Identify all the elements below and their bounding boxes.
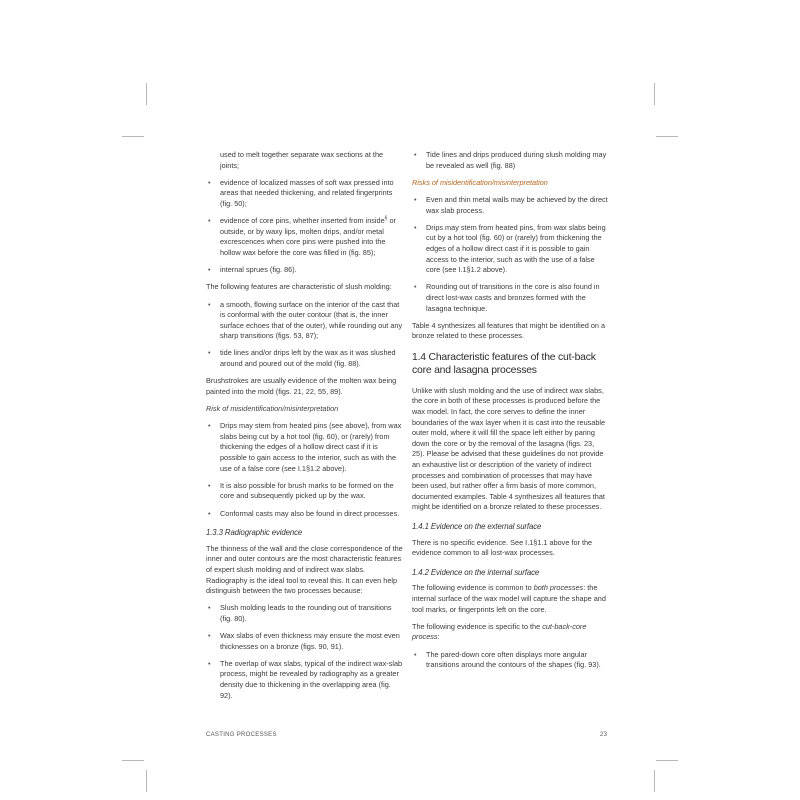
paragraph: Table 4 synthesizes all features that might be identified on a bronze related to these processes. xyxy=(412,320,606,341)
bullet-list xyxy=(412,195,608,314)
paragraph-text: The following evidence is specific to the xyxy=(412,621,543,631)
list-item-text: or outside, or by waxy lips, molten drips, and/or metal excrescences when core pins were pushed into the hollow wax before the core was filled in (fig. 85); xyxy=(220,216,396,257)
list-item xyxy=(206,216,404,258)
list-item: • The pared-down core often displays more angular transitions around the contours of the shapes (fig. 93). xyxy=(412,650,608,671)
paragraph: The following features are characteristic of slush molding: xyxy=(206,282,392,292)
list-item: • Drips may stem from heated pins, from wax slabs being cut by a hot tool (fig. 60) or (rarely) from thickening the edges of a hollow direct cast if it is possible to gain access to the interior, such as with the use of a false core (see I.1§1.2 above). xyxy=(412,223,608,276)
subsection-heading: 1.4.1 Evidence on the external surface xyxy=(412,522,542,531)
subsection-heading: 1.4.2 Evidence on the internal surface xyxy=(412,567,540,577)
running-footer: CASTING PROCESSES xyxy=(206,732,277,738)
bullet-list xyxy=(206,421,404,519)
crop-mark xyxy=(656,136,678,137)
list-item: • internal sprues (fig. 86). xyxy=(206,265,404,276)
list-item: • Rounding out of transitions in the core is also found in direct lost-wax casts and bronzes formed with the lasagna technique. xyxy=(412,282,608,314)
paragraph: The thinness of the wall and the close correspondence of the inner and outer contours are the most characteristic features of expert slush molding and of indirect wax slabs. Radiography is the ideal tool to reveal this. It can even help distinguish between the two processes because: xyxy=(206,543,403,596)
left-column xyxy=(206,150,404,708)
subsection-heading: 1.3.3 Radiographic evidence xyxy=(206,528,303,538)
paragraph xyxy=(412,583,608,615)
list-item-text: evidence of core pins, whether inserted from inside xyxy=(220,216,385,226)
footnote-ref[interactable]: 6 xyxy=(384,215,388,222)
paragraph-text: : xyxy=(437,632,440,642)
paragraph: Brushstrokes are usually evidence of the molten wax being painted into the mold (figs. 21, 22, 55, 89). xyxy=(206,376,397,396)
crop-mark xyxy=(122,760,144,761)
list-item: • Conformal casts may also be found in direct processes. xyxy=(206,509,404,520)
page-number: 23 xyxy=(600,732,608,738)
bullet-list xyxy=(412,150,608,171)
list-item: • a smooth, flowing surface on the interior of the cast that is conformal with the outer contour (that is, the inner surface echoes that of the outer), while rounding out any sharp transitions (figs. 53, 87); xyxy=(206,300,404,342)
crop-mark xyxy=(122,136,144,137)
bullet-list xyxy=(206,300,404,370)
list-item: • Even and thin metal walls may be achieved by the direct wax slab process. xyxy=(412,195,608,216)
bullet-list xyxy=(412,650,608,671)
risk-heading: Risks of misidentification/misinterpretation xyxy=(412,177,548,187)
paragraph xyxy=(412,622,608,643)
right-column xyxy=(412,150,608,677)
list-item: • Wax slabs of even thickness may ensure the most even thicknesses on a bronze (figs. 90, 91). xyxy=(206,631,404,652)
paragraph: There is no specific evidence. See I.1§1.1 above for the evidence common to all lost-wax processes. xyxy=(412,537,593,558)
crop-mark xyxy=(146,83,147,105)
list-item: • It is also possible for brush marks to be formed on the core and subsequently picked up by the wax. xyxy=(206,481,404,502)
crop-mark xyxy=(654,770,655,792)
crop-mark xyxy=(146,770,147,792)
list-item: • Drips may stem from heated pins (see above), from wax slabs being cut by a hot tool (fig. 60), or (rarely) from thickening the edges of a hollow direct cast if it is possible to gain access to the interior, such as with the use of a false core (see I.1§1.2 above). xyxy=(206,421,404,474)
section-heading: 1.4 Characteristic features of the cut-back core and lasagna processes xyxy=(412,351,596,377)
emphasis: both processes xyxy=(533,583,584,593)
bullet-list xyxy=(206,603,404,701)
crop-mark xyxy=(654,83,655,105)
list-item: • The overlap of wax slabs, typical of the indirect wax-slab process, might be revealed by radiography as a greater density due to thickening in the overlapping area (fig. 92). xyxy=(206,659,404,701)
risk-heading: Risk of misidentification/misinterpretation xyxy=(206,404,339,414)
paragraph-text: The following evidence is common to xyxy=(412,583,534,593)
list-item: • evidence of localized masses of soft wax pressed into areas that needed thickening, and related fingerprints (fig. 50); xyxy=(206,178,404,210)
list-item: • tide lines and/or drips left by the wax as it was slushed around and poured out of the mold (fig. 88). xyxy=(206,348,404,369)
bullet-list xyxy=(206,150,404,276)
list-item: used to melt together separate wax sections at the joints; xyxy=(220,150,384,170)
list-item: • Tide lines and drips produced during slush molding may be revealed as well (fig. 88) xyxy=(412,150,608,171)
list-item: • Slush molding leads to the rounding out of transitions (fig. 80). xyxy=(206,603,404,624)
paragraph-text: : the internal surface of the wax model will capture the shape and tool marks, or fingerprints left on the core. xyxy=(412,583,606,614)
crop-mark xyxy=(656,760,678,761)
paragraph: Unlike with slush molding and the use of indirect wax slabs, the core in both of these processes is produced before the wax model. In fact, the core serves to define the inner boundaries of the wax layer when it is cast into the reusable outer mold, where it will fill the space left either by paring down the core or by the removal of the lasagna (figs. 23, 25). Please be advised that these guidelines do not provide an exhaustive list or description of the variety of indirect processes and combination of processes that may have been used, but rather offer a firm basis of more common, documented examples. Table 4 synthesizes all features that might be identified on a bronze related to these processes. xyxy=(412,385,606,512)
emphasis: cut-back-core process xyxy=(412,621,587,642)
